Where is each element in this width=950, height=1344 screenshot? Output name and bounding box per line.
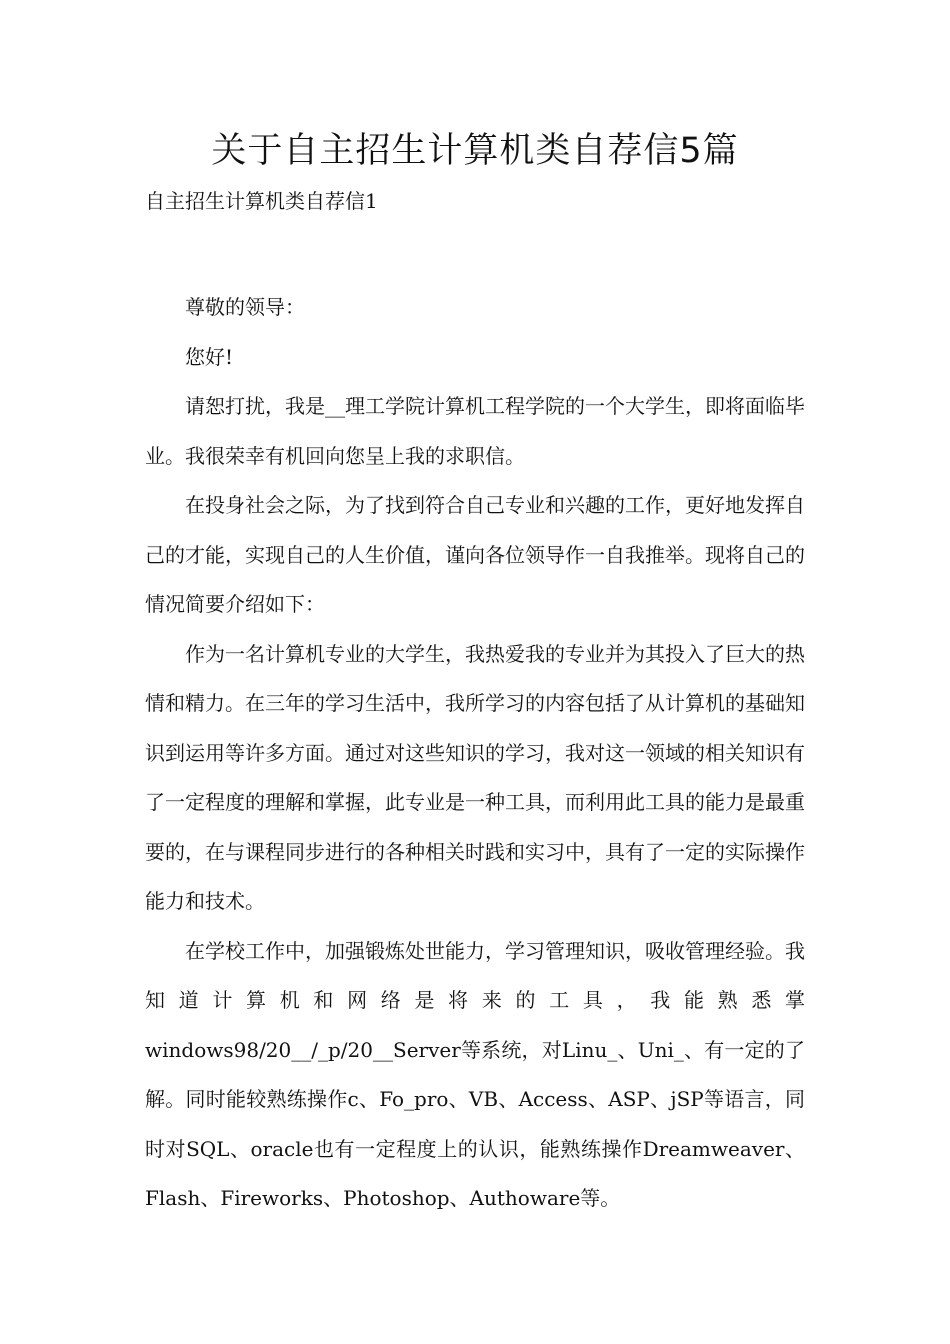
paragraph-major: 作为一名计算机专业的大学生，我热爱我的专业并为其投入了巨大的热情和精力。在三年的学习生活中，我所学习的内容包括了从计算机的基础知识到运用等许多方面。通过对这些知识的学习，我对这一领域的相关知识有了一定程度的理解和掌握，此专业是一种工具，而利用此工具的能力是最重要的，在与课程同步进行的各种相关时践和实习中，具有了一定的实际操作能力和技术。 [145,641,805,913]
paragraph-purpose: 在投身社会之际，为了找到符合自己专业和兴趣的工作，更好地发挥自己的才能，实现自己的人生价值，谨向各位领导作一自我推举。现将自己的情况简要介绍如下： [145,493,805,616]
document-subtitle: 自主招生计算机类自荐信1 [145,189,378,213]
salutation: 尊敬的领导： [185,295,305,319]
paragraph-skills: 在学校工作中，加强锻炼处世能力，学习管理知识，吸收管理经验。我知道计算机和网络是将来的工具，我能熟悉掌windows98/20__/_p/20__Server等系统，对Linu_、Uni_、有一定的了解。同时能较熟练操作c、Fo_pro、VB、Access、ASP、jSP等语言，同时对SQL、oracle也有一定程度上的认识，能熟练操作Dreamweaver、Flash、Fireworks、Photoshop、Authoware等。 [145,938,805,1210]
paragraph-introduction: 请恕打扰，我是__理工学院计算机工程学院的一个大学生，即将面临毕业。我很荣幸有机回向您呈上我的求职信。 [145,394,805,468]
document-title: 关于自主招生计算机类自荐信5篇 [211,131,739,171]
letter-body [145,283,805,1224]
greeting: 您好! [185,344,234,369]
